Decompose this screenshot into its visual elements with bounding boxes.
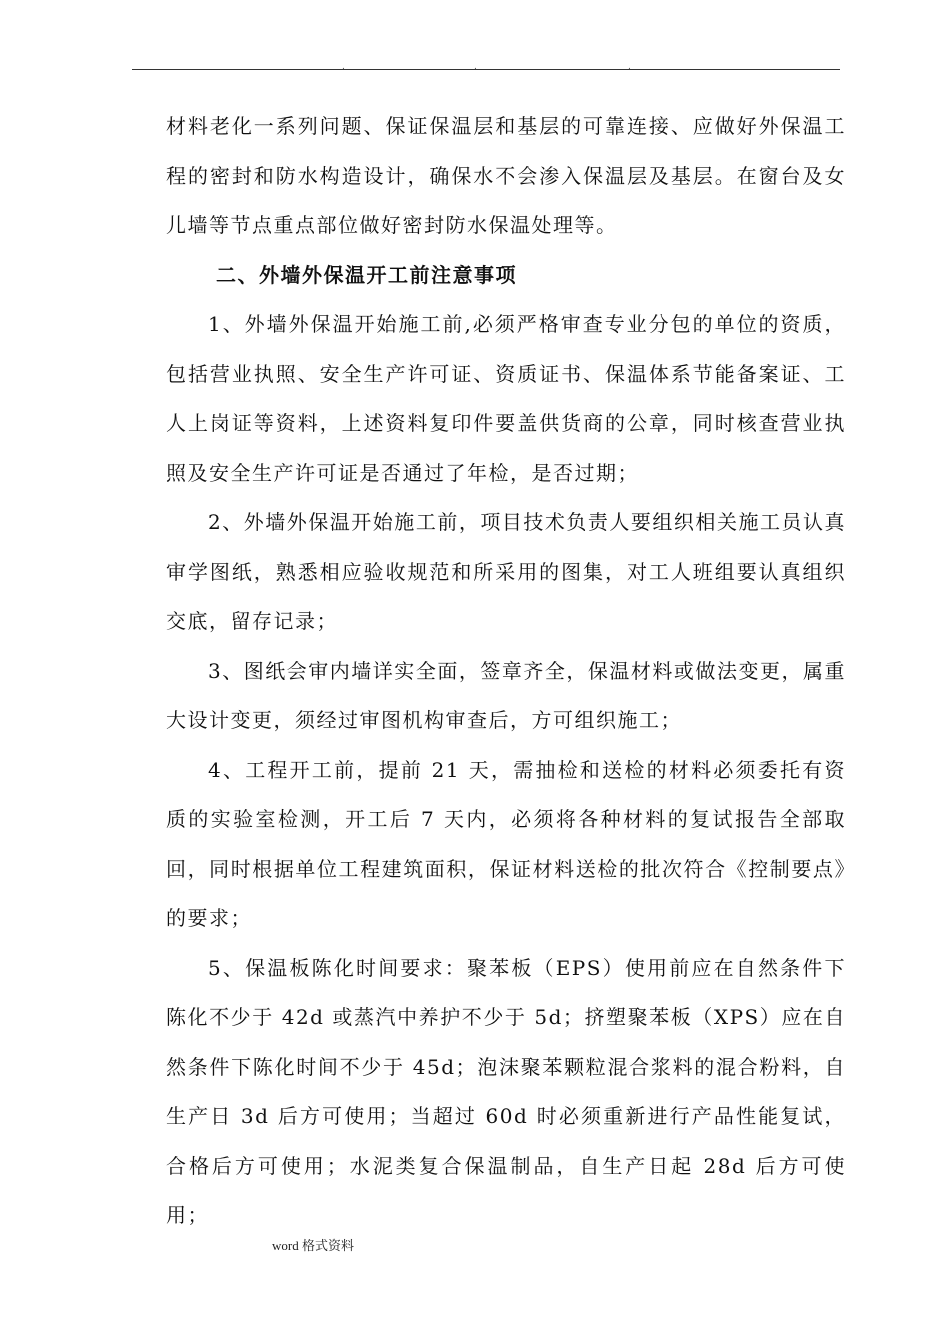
header-dot: . xyxy=(474,62,477,72)
header-dot: . xyxy=(628,62,631,72)
footer-label: word 格式资料 xyxy=(272,1238,354,1253)
list-item: 2、外墙外保温开始施工前，项目技术负责人要组织相关施工员认真审学图纸，熟悉相应验收规范和所采用的图集，对工人班组要认真组织交底，留存记录； xyxy=(166,510,846,633)
list-item: 4、工程开工前，提前 21 天，需抽检和送检的材料必须委托有资质的实验室检测，开工后 7 天内，必须将各种材料的复试报告全部取回，同时根据单位工程建筑面积，保证材料送检的批次符合《控制要点》的要求； xyxy=(166,757,846,930)
section-heading: 二、外墙外保温开工前注意事项 xyxy=(216,262,517,287)
list-item: 3、图纸会审内墙详实全面，签章齐全，保温材料或做法变更，属重大设计变更，须经过审图机构审查后，方可组织施工； xyxy=(166,658,846,732)
header-dot: . xyxy=(342,62,345,72)
document-body xyxy=(166,102,846,1241)
header-rule xyxy=(132,69,840,70)
list-item: 1、外墙外保温开始施工前,必须严格审查专业分包的单位的资质，包括营业执照、安全生产许可证、资质证书、保温体系节能备案证、工人上岗证等资料，上述资料复印件要盖供货商的公章，同时核查营业执照及安全生产许可证是否通过了年检，是否过期； xyxy=(166,312,846,485)
continuation-paragraph: 材料老化一系列问题、保证保温层和基层的可靠连接、应做好外保温工程的密封和防水构造设计，确保水不会渗入保温层及基层。在窗台及女儿墙等节点重点部位做好密封防水保温处理等。 xyxy=(166,114,846,237)
list-item: 5、保温板陈化时间要求：聚苯板（EPS）使用前应在自然条件下陈化不少于 42d 或蒸汽中养护不少于 5d；挤塑聚苯板（XPS）应在自然条件下陈化时间不少于 45d；泡沫聚苯颗粒混合浆料的混合粉料，自生产日 3d 后方可使用；当超过 60d 时必须重新进行产品性能复试，合格后方可使用；水泥类复合保温制品，自生产日起 28d 后方可使用； xyxy=(166,955,846,1227)
